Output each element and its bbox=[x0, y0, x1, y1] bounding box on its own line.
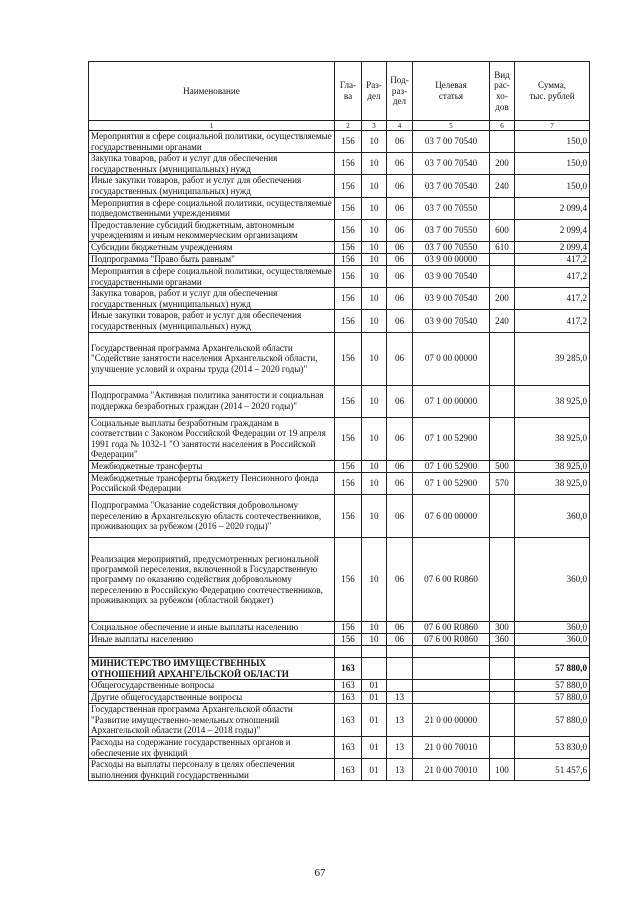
row-podrazdel-cell bbox=[387, 658, 413, 680]
column-number: 2 bbox=[335, 121, 362, 131]
row-glava-cell: 156 bbox=[335, 385, 362, 417]
table-row bbox=[89, 472, 590, 494]
row-name-cell: Подпрограмма "Право быть равным" bbox=[89, 253, 335, 265]
row-podrazdel-cell bbox=[387, 680, 413, 692]
row-podrazdel-cell: 06 bbox=[387, 417, 413, 460]
row-article-cell: 21 0 00 70010 bbox=[413, 759, 490, 781]
table-row bbox=[89, 241, 590, 253]
row-vid-cell: 600 bbox=[490, 219, 515, 241]
row-razdel-cell: 10 bbox=[362, 131, 387, 153]
row-name-cell: Мероприятия в сфере социальной политики, осуществляемые государственными органами bbox=[89, 265, 335, 287]
row-glava-cell: 163 bbox=[335, 737, 362, 759]
row-razdel-cell: 10 bbox=[362, 622, 387, 634]
table-row bbox=[89, 759, 590, 781]
column-number: 7 bbox=[515, 121, 590, 131]
row-article-cell: 03 7 00 70540 bbox=[413, 131, 490, 153]
table-row bbox=[89, 692, 590, 704]
row-glava-cell: 156 bbox=[335, 288, 362, 310]
row-vid-cell: 200 bbox=[490, 288, 515, 310]
row-article-cell: 21 0 00 00000 bbox=[413, 704, 490, 737]
row-vid-cell: 610 bbox=[490, 241, 515, 253]
row-glava-cell: 156 bbox=[335, 265, 362, 287]
row-name-cell: Иные закупки товаров, работ и услуг для обеспечения государственных (муниципальных) нужд bbox=[89, 310, 335, 332]
row-razdel-cell: 01 bbox=[362, 692, 387, 704]
row-article-cell bbox=[413, 692, 490, 704]
row-article-cell: 03 9 00 00000 bbox=[413, 253, 490, 265]
row-sum-cell: 360,0 bbox=[515, 622, 590, 634]
table-row bbox=[89, 460, 590, 472]
row-podrazdel-cell: 06 bbox=[387, 495, 413, 538]
row-podrazdel-cell: 06 bbox=[387, 385, 413, 417]
row-name-cell bbox=[89, 646, 335, 658]
row-vid-cell: 240 bbox=[490, 310, 515, 332]
row-article-cell: 03 7 00 70550 bbox=[413, 241, 490, 253]
row-sum-cell: 417,2 bbox=[515, 265, 590, 287]
row-name-cell: Предоставление субсидий бюджетным, автономным учреждениям и иным некоммерческим организациям bbox=[89, 219, 335, 241]
row-name-cell: Социальные выплаты безработным гражданам в соответствии с Законом Российской Федерации от 19 апреля 1991 года № 1032-1 "О занятости населения в Российской Федерации" bbox=[89, 417, 335, 460]
row-name-cell: Подпрограмма "Активная политика занятости и социальная поддержка безработных граждан (2014 – 2020 годы)" bbox=[89, 385, 335, 417]
row-sum-cell: 150,0 bbox=[515, 153, 590, 175]
row-razdel-cell: 10 bbox=[362, 253, 387, 265]
row-name-cell: Реализация мероприятий, предусмотренных региональной программой переселения, включенной в Государственную программу по оказанию содействия добровольному переселению в Российскую Федерацию соотечественников, проживающих за рубежом (областной бюджет) bbox=[89, 538, 335, 622]
budget-table bbox=[88, 61, 590, 781]
row-article-cell: 03 7 00 70550 bbox=[413, 219, 490, 241]
row-podrazdel-cell: 06 bbox=[387, 310, 413, 332]
row-podrazdel-cell: 06 bbox=[387, 253, 413, 265]
column-number: 3 bbox=[362, 121, 387, 131]
row-article-cell: 07 1 00 52900 bbox=[413, 460, 490, 472]
row-vid-cell bbox=[490, 658, 515, 680]
row-razdel-cell: 10 bbox=[362, 310, 387, 332]
row-sum-cell: 417,2 bbox=[515, 288, 590, 310]
column-number: 6 bbox=[490, 121, 515, 131]
row-vid-cell bbox=[490, 131, 515, 153]
row-glava-cell: 156 bbox=[335, 253, 362, 265]
row-sum-cell: 38 925,0 bbox=[515, 385, 590, 417]
row-podrazdel-cell: 06 bbox=[387, 332, 413, 385]
table-body bbox=[89, 131, 590, 781]
table-row bbox=[89, 310, 590, 332]
header-vid: Вид рас- хо- дов bbox=[490, 62, 515, 121]
row-razdel-cell: 10 bbox=[362, 460, 387, 472]
row-name-cell: Мероприятия в сфере социальной политики, осуществляемые подведомственными учреждениями bbox=[89, 197, 335, 219]
row-razdel-cell: 10 bbox=[362, 495, 387, 538]
row-article-cell: 03 7 00 70540 bbox=[413, 175, 490, 197]
row-sum-cell: 57 880,0 bbox=[515, 704, 590, 737]
row-glava-cell: 163 bbox=[335, 704, 362, 737]
row-podrazdel-cell: 06 bbox=[387, 622, 413, 634]
row-razdel-cell: 10 bbox=[362, 538, 387, 622]
budget-table-page bbox=[88, 61, 589, 781]
row-podrazdel-cell: 06 bbox=[387, 153, 413, 175]
row-podrazdel-cell: 13 bbox=[387, 692, 413, 704]
table-row bbox=[89, 253, 590, 265]
row-sum-cell: 150,0 bbox=[515, 131, 590, 153]
row-podrazdel-cell: 06 bbox=[387, 131, 413, 153]
table-row bbox=[89, 175, 590, 197]
row-glava-cell: 156 bbox=[335, 417, 362, 460]
row-glava-cell bbox=[335, 646, 362, 658]
column-number: 1 bbox=[89, 121, 335, 131]
header-podrazdel: Под- раз- дел bbox=[387, 62, 413, 121]
row-sum-cell: 38 925,0 bbox=[515, 417, 590, 460]
row-article-cell: 03 9 00 70540 bbox=[413, 265, 490, 287]
row-podrazdel-cell: 06 bbox=[387, 634, 413, 646]
row-glava-cell: 156 bbox=[335, 241, 362, 253]
row-vid-cell bbox=[490, 692, 515, 704]
row-vid-cell: 240 bbox=[490, 175, 515, 197]
row-sum-cell: 417,2 bbox=[515, 253, 590, 265]
row-sum-cell: 150,0 bbox=[515, 175, 590, 197]
row-razdel-cell: 10 bbox=[362, 385, 387, 417]
row-glava-cell: 156 bbox=[335, 495, 362, 538]
row-razdel-cell: 01 bbox=[362, 737, 387, 759]
row-article-cell: 03 7 00 70550 bbox=[413, 197, 490, 219]
row-article-cell: 03 9 00 70540 bbox=[413, 288, 490, 310]
row-vid-cell bbox=[490, 332, 515, 385]
row-sum-cell: 2 099,4 bbox=[515, 197, 590, 219]
row-vid-cell bbox=[490, 737, 515, 759]
page-number: 67 bbox=[314, 867, 326, 879]
row-name-cell: Государственная программа Архангельской области "Содействие занятости населения Архангельской области, улучшение условий и охраны труда (2014 – 2020 годы)" bbox=[89, 332, 335, 385]
row-razdel-cell: 10 bbox=[362, 634, 387, 646]
row-glava-cell: 163 bbox=[335, 692, 362, 704]
row-vid-cell bbox=[490, 265, 515, 287]
row-podrazdel-cell: 06 bbox=[387, 219, 413, 241]
row-razdel-cell: 01 bbox=[362, 759, 387, 781]
row-razdel-cell: 10 bbox=[362, 417, 387, 460]
row-article-cell: 07 0 00 00000 bbox=[413, 332, 490, 385]
table-row bbox=[89, 385, 590, 417]
row-glava-cell: 156 bbox=[335, 472, 362, 494]
row-name-cell: Социальное обеспечение и иные выплаты населению bbox=[89, 622, 335, 634]
row-vid-cell: 100 bbox=[490, 759, 515, 781]
row-name-cell: Иные закупки товаров, работ и услуг для обеспечения государственных (муниципальных) нужд bbox=[89, 175, 335, 197]
row-name-cell: Субсидии бюджетным учреждениям bbox=[89, 241, 335, 253]
row-podrazdel-cell: 06 bbox=[387, 472, 413, 494]
row-name-cell: Иные выплаты населению bbox=[89, 634, 335, 646]
row-sum-cell: 57 880,0 bbox=[515, 680, 590, 692]
row-razdel-cell: 10 bbox=[362, 153, 387, 175]
row-article-cell: 03 9 00 70540 bbox=[413, 310, 490, 332]
row-vid-cell: 500 bbox=[490, 460, 515, 472]
row-vid-cell: 570 bbox=[490, 472, 515, 494]
row-sum-cell bbox=[515, 646, 590, 658]
row-razdel-cell: 10 bbox=[362, 332, 387, 385]
row-razdel-cell: 01 bbox=[362, 680, 387, 692]
header-glava: Гла- ва bbox=[335, 62, 362, 121]
row-vid-cell: 360 bbox=[490, 634, 515, 646]
row-vid-cell bbox=[490, 253, 515, 265]
table-row bbox=[89, 332, 590, 385]
table-row bbox=[89, 634, 590, 646]
row-article-cell: 07 1 00 52900 bbox=[413, 417, 490, 460]
row-sum-cell: 2 099,4 bbox=[515, 219, 590, 241]
row-glava-cell: 156 bbox=[335, 131, 362, 153]
row-article-cell: 07 6 00 00000 bbox=[413, 495, 490, 538]
row-glava-cell: 156 bbox=[335, 538, 362, 622]
row-podrazdel-cell: 06 bbox=[387, 175, 413, 197]
row-name-cell: Расходы на выплаты персоналу в целях обеспечения выполнения функций государственными bbox=[89, 759, 335, 781]
row-glava-cell: 156 bbox=[335, 219, 362, 241]
header-name: Наименование bbox=[89, 62, 335, 121]
table-row bbox=[89, 680, 590, 692]
row-sum-cell: 53 830,0 bbox=[515, 737, 590, 759]
row-article-cell bbox=[413, 658, 490, 680]
row-glava-cell: 156 bbox=[335, 310, 362, 332]
row-sum-cell: 360,0 bbox=[515, 634, 590, 646]
row-name-cell: Мероприятия в сфере социальной политики, осуществляемые государственными органами bbox=[89, 131, 335, 153]
row-name-cell: Закупка товаров, работ и услуг для обеспечения государственных (муниципальных) нужд bbox=[89, 288, 335, 310]
row-sum-cell: 39 285,0 bbox=[515, 332, 590, 385]
table-row bbox=[89, 417, 590, 460]
table-row bbox=[89, 646, 590, 658]
row-vid-cell bbox=[490, 538, 515, 622]
row-glava-cell: 156 bbox=[335, 175, 362, 197]
row-article-cell: 07 6 00 R0860 bbox=[413, 538, 490, 622]
table-row bbox=[89, 219, 590, 241]
row-glava-cell: 156 bbox=[335, 460, 362, 472]
row-vid-cell bbox=[490, 646, 515, 658]
table-row bbox=[89, 153, 590, 175]
row-razdel-cell bbox=[362, 658, 387, 680]
table-row bbox=[89, 538, 590, 622]
row-glava-cell: 156 bbox=[335, 197, 362, 219]
row-podrazdel-cell: 13 bbox=[387, 737, 413, 759]
row-sum-cell: 38 925,0 bbox=[515, 472, 590, 494]
row-sum-cell: 2 099,4 bbox=[515, 241, 590, 253]
row-podrazdel-cell: 06 bbox=[387, 288, 413, 310]
row-vid-cell bbox=[490, 385, 515, 417]
row-podrazdel-cell: 06 bbox=[387, 265, 413, 287]
row-article-cell: 21 0 00 70010 bbox=[413, 737, 490, 759]
row-glava-cell: 156 bbox=[335, 634, 362, 646]
row-sum-cell: 38 925,0 bbox=[515, 460, 590, 472]
row-article-cell bbox=[413, 680, 490, 692]
row-article-cell: 07 1 00 52900 bbox=[413, 472, 490, 494]
row-vid-cell bbox=[490, 197, 515, 219]
row-razdel-cell bbox=[362, 646, 387, 658]
row-sum-cell: 417,2 bbox=[515, 310, 590, 332]
row-name-cell: Межбюджетные трансферты bbox=[89, 460, 335, 472]
row-razdel-cell: 10 bbox=[362, 175, 387, 197]
row-article-cell: 07 1 00 00000 bbox=[413, 385, 490, 417]
header-sum: Сумма, тыс. рублей bbox=[515, 62, 590, 121]
row-vid-cell bbox=[490, 704, 515, 737]
row-name-cell: Межбюджетные трансферты бюджету Пенсионного фонда Российской Федерации bbox=[89, 472, 335, 494]
row-razdel-cell: 10 bbox=[362, 265, 387, 287]
row-sum-cell: 360,0 bbox=[515, 495, 590, 538]
column-number: 4 bbox=[387, 121, 413, 131]
header-article: Целевая статья bbox=[413, 62, 490, 121]
row-podrazdel-cell: 06 bbox=[387, 197, 413, 219]
row-podrazdel-cell: 06 bbox=[387, 241, 413, 253]
row-name-cell: Подпрограмма "Оказание содействия добровольному переселению в Архангельскую область соотечественников, проживающих за рубежом (2016 – 2020 годы)" bbox=[89, 495, 335, 538]
row-glava-cell: 156 bbox=[335, 622, 362, 634]
row-podrazdel-cell: 13 bbox=[387, 759, 413, 781]
row-article-cell bbox=[413, 646, 490, 658]
row-podrazdel-cell: 13 bbox=[387, 704, 413, 737]
row-name-cell: Государственная программа Архангельской области "Развитие имущественно-земельных отношений Архангельской области (2014 – 2018 годы)" bbox=[89, 704, 335, 737]
row-glava-cell: 163 bbox=[335, 759, 362, 781]
table-row bbox=[89, 704, 590, 737]
header-razdel: Раз- дел bbox=[362, 62, 387, 121]
row-sum-cell: 51 457,6 bbox=[515, 759, 590, 781]
row-vid-cell bbox=[490, 495, 515, 538]
row-vid-cell bbox=[490, 680, 515, 692]
row-name-cell: Закупка товаров, работ и услуг для обеспечения государственных (муниципальных) нужд bbox=[89, 153, 335, 175]
row-article-cell: 03 7 00 70540 bbox=[413, 153, 490, 175]
row-razdel-cell: 10 bbox=[362, 472, 387, 494]
row-article-cell: 07 6 00 R0860 bbox=[413, 622, 490, 634]
row-sum-cell: 57 880,0 bbox=[515, 692, 590, 704]
row-podrazdel-cell: 06 bbox=[387, 460, 413, 472]
row-vid-cell bbox=[490, 417, 515, 460]
table-row bbox=[89, 622, 590, 634]
row-name-cell: МИНИСТЕРСТВО ИМУЩЕСТВЕННЫХ ОТНОШЕНИЙ АРХАНГЕЛЬСКОЙ ОБЛАСТИ bbox=[89, 658, 335, 680]
row-sum-cell: 360,0 bbox=[515, 538, 590, 622]
row-razdel-cell: 10 bbox=[362, 197, 387, 219]
table-row bbox=[89, 658, 590, 680]
row-vid-cell: 200 bbox=[490, 153, 515, 175]
table-row bbox=[89, 288, 590, 310]
row-razdel-cell: 01 bbox=[362, 704, 387, 737]
row-vid-cell: 300 bbox=[490, 622, 515, 634]
column-number: 5 bbox=[413, 121, 490, 131]
row-glava-cell: 163 bbox=[335, 658, 362, 680]
row-glava-cell: 163 bbox=[335, 680, 362, 692]
row-article-cell: 07 6 00 R0860 bbox=[413, 634, 490, 646]
row-razdel-cell: 10 bbox=[362, 219, 387, 241]
row-podrazdel-cell: 06 bbox=[387, 538, 413, 622]
row-razdel-cell: 10 bbox=[362, 241, 387, 253]
row-sum-cell: 57 880,0 bbox=[515, 658, 590, 680]
row-glava-cell: 156 bbox=[335, 332, 362, 385]
row-name-cell: Расходы на содержание государственных органов и обеспечение их функций bbox=[89, 737, 335, 759]
row-name-cell: Другие общегосударственные вопросы bbox=[89, 692, 335, 704]
table-row bbox=[89, 197, 590, 219]
table-row bbox=[89, 737, 590, 759]
table-row bbox=[89, 131, 590, 153]
row-podrazdel-cell bbox=[387, 646, 413, 658]
row-glava-cell: 156 bbox=[335, 153, 362, 175]
table-row bbox=[89, 265, 590, 287]
table-row bbox=[89, 495, 590, 538]
row-razdel-cell: 10 bbox=[362, 288, 387, 310]
row-name-cell: Общегосударственные вопросы bbox=[89, 680, 335, 692]
